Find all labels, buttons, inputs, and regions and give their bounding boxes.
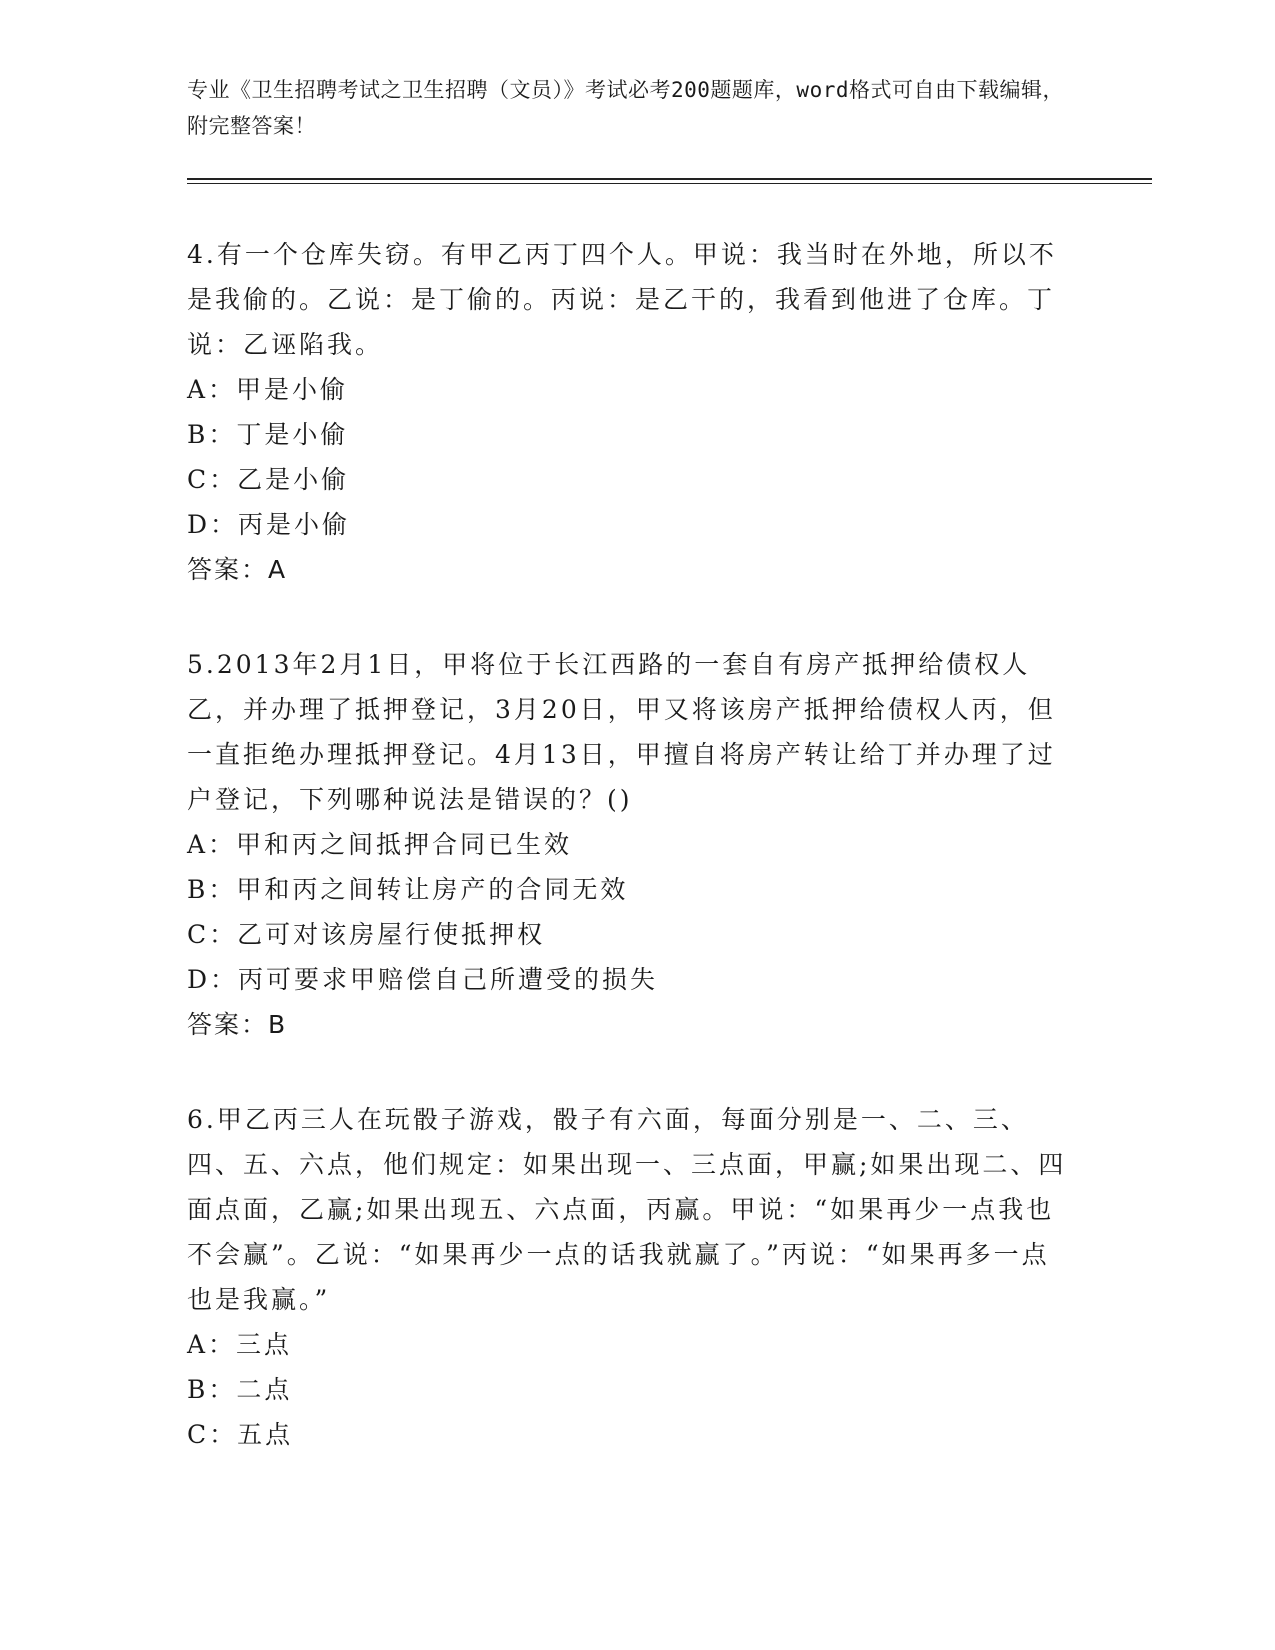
option-a: A：甲是小偷 [187,375,349,404]
answer-line: 答案：B [187,1010,288,1039]
option-b: B：二点 [187,1375,293,1404]
question-4 [187,232,1067,592]
question-6 [187,1097,1067,1457]
option-c: C：五点 [187,1420,294,1449]
option-d: D：丙是小偷 [187,510,351,539]
option-b: B：甲和丙之间转让房产的合同无效 [187,875,629,904]
option-c: C：乙是小偷 [187,465,350,494]
option-d: D：丙可要求甲赔偿自己所遭受的损失 [187,965,659,994]
question-stem: 5.2013年2月1日，甲将位于长江西路的一套自有房产抵押给债权人乙，并办理了抵押登记，3月20日，甲又将该房产抵押给债权人丙，但一直拒绝办理抵押登记。4月13日，甲擅自将房产转让给丁并办理了过户登记，下列哪种说法是错误的？() [187,650,1056,814]
header-divider-thick [187,178,1152,180]
question-stem: 6.甲乙丙三人在玩骰子游戏，骰子有六面，每面分别是一、二、三、四、五、六点，他们规定：如果出现一、三点面，甲赢;如果出现二、四面点面，乙赢;如果出现五、六点面，丙赢。甲说：“如果再少一点我也不会赢”。乙说：“如果再少一点的话我就赢了。”丙说：“如果再多一点也是我赢。” [187,1105,1067,1314]
document-header: 专业《卫生招聘考试之卫生招聘（文员）》考试必考200题题库，word格式可自由下载编辑，附完整答案！ [187,78,1064,138]
option-a: A：三点 [187,1330,293,1359]
question-stem: 4.有一个仓库失窃。有甲乙丙丁四个人。甲说：我当时在外地，所以不是我偷的。乙说：是丁偷的。丙说：是乙干的，我看到他进了仓库。丁说：乙诬陷我。 [187,240,1057,359]
option-b: B：丁是小偷 [187,420,349,449]
option-a: A：甲和丙之间抵押合同已生效 [187,830,573,859]
header-divider-thin [187,183,1152,184]
question-5 [187,642,1067,1047]
answer-line: 答案：A [187,555,288,584]
option-c: C：乙可对该房屋行使抵押权 [187,920,546,949]
